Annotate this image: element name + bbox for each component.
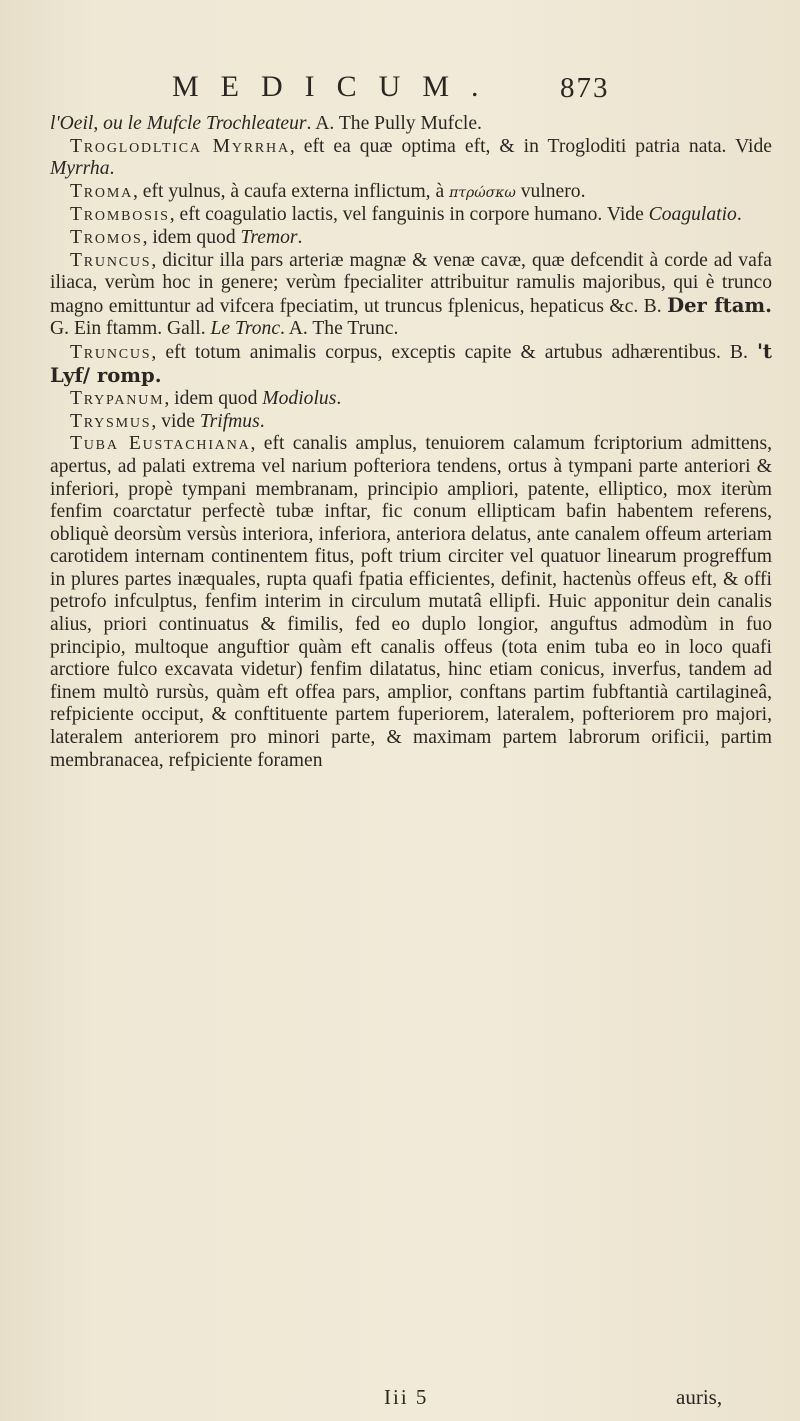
entry-trysmus: [50, 411, 772, 434]
entry-text: .: [297, 226, 303, 248]
entry-tuba-eustachiana: [50, 433, 772, 772]
page-footer: [0, 1385, 800, 1415]
entry-headword: Tuba Eustachiana: [70, 433, 251, 455]
entry-reference: Coagulatio: [648, 204, 737, 226]
entry-text: G. Ein ftamm. Gall.: [50, 318, 211, 340]
entry-reference: Le Tronc: [210, 318, 281, 340]
entry-reference: Trifmus: [199, 410, 260, 432]
entry-trypanum: [50, 388, 772, 411]
signature-mark: Iii 5: [384, 1385, 429, 1409]
entry-text: vulnero.: [515, 180, 586, 202]
entry-text: , eft yulnus, à caufa externa inflictum, à: [132, 180, 450, 202]
running-head: [0, 70, 800, 110]
entry-troglodytica-myrrha: [50, 136, 772, 181]
entry-tromos: [50, 227, 772, 250]
entry-text: ,: [93, 113, 104, 134]
entry-text: .: [109, 158, 115, 180]
entry-reference: Modiolus: [262, 388, 337, 410]
page-number: 873: [560, 72, 610, 104]
running-title: MEDICUM.: [172, 70, 501, 103]
entry-text: , eft coagulatio lactis, vel fanguinis in corpore humano. Vide: [169, 204, 649, 226]
entry-blackletter: 't Lyf/ romp.: [50, 339, 772, 387]
entry-headword: l'Oeil: [50, 113, 94, 134]
entry-text: , vide: [151, 410, 200, 432]
entry-text: , idem quod: [142, 226, 241, 248]
entry-headword: Troma: [70, 180, 133, 202]
entry-text: , eft canalis amplus, tenuiorem calamum fcriptorium admittens, apertus, ad palati extrema vel narium pofteriora tendens, ortus à tympani parte anteriori & inferiori, propè tympani membranam, principio ampliori, patente, elliptico, mox iterùm fenfim coarctatur perfectè tubæ inftar, fic conum ellipticam bafin habentem referens, obliquè deorsùm versùs interiora, inferiora, anteriora delatus, ante canalem offeum arteriam carotidem internam continentem fitus, poft trium circiter vel quatuor linearum progreffum in plures partes inæquales, rupta quafi fpatia efficientes, definit, hactenùs offeus eft, & offi petrofo infculptus, fenfim interim in circulum mutatâ ellipfi. Huic apponitur dein canalis alius, priori continuatus & fimilis, fed eo duplo longior, anguftus admodùm in fuo principio, multoque anguftior quàm eft canalis offeus (tota enim tuba eo in loco quafi arctiore fulco excavata videtur) fenfim dilatatus, hinc etiam conicus, inverfus, tandem ad finem multò rursùs, quàm eft offea pars, amplior, conftans partim fubftantià cartilagineâ, refpiciente occiput, & conftituente partem fuperiorem, lateralem, pofteriorem pro majori, lateralem anteriorem pro minori parte, & maximam partem labrorum orificii, partim membranacea, refpiciente foramen: [50, 433, 772, 771]
entry-text: .: [736, 204, 742, 226]
entry-headword: Trypanum: [70, 388, 165, 410]
entry-reference: ou le Mufcle Trochleateur: [103, 113, 307, 134]
entry-text: , eft ea quæ optima eft, & in Trogloditi patria nata. Vide: [289, 135, 772, 157]
entry-headword: Truncus: [70, 249, 152, 271]
entry-text: . A. The Trunc.: [280, 318, 399, 340]
entry-text: .: [259, 410, 265, 432]
entry-greek-word: πτρώσκω: [449, 184, 516, 201]
dictionary-text: [50, 113, 772, 772]
entry-text: . A. The Pully Mufcle.: [306, 113, 482, 134]
catchword: auris,: [676, 1385, 723, 1409]
entry-text: .: [336, 388, 342, 410]
entry-text: , eft totum animalis corpus, exceptis capite & artubus adhærentibus. B.: [151, 341, 757, 363]
entry-reference: Myrrha: [50, 158, 110, 180]
entry-truncus-body: [50, 341, 772, 388]
entry-headword: Truncus: [70, 341, 152, 363]
entry-headword: Trombosis: [70, 204, 170, 226]
entry-headword: Tromos: [70, 226, 143, 248]
entry-oeil: [50, 113, 772, 136]
entry-reference: Tremor: [240, 226, 298, 248]
entry-headword: Trysmus: [70, 410, 152, 432]
entry-text: , dicitur illa pars arteriæ magnæ & venæ cavæ, quæ defcendit à corde ad vafa iliaca, verùm hoc in genere; verùm fpecialiter attribuitur ramulis majoribus, qui è trunco magno emittuntur ad vifcera fpeciatim, ut truncus fplenicus, hepaticus &c. B.: [50, 249, 772, 317]
entry-blackletter: Der ftam.: [667, 293, 772, 317]
entry-headword: Troglodltica Myrrha: [70, 135, 290, 157]
entry-troma: [50, 181, 772, 205]
entry-text: , idem quod: [164, 388, 263, 410]
entry-truncus-vessel: [50, 250, 772, 341]
entry-trombosis: [50, 204, 772, 227]
